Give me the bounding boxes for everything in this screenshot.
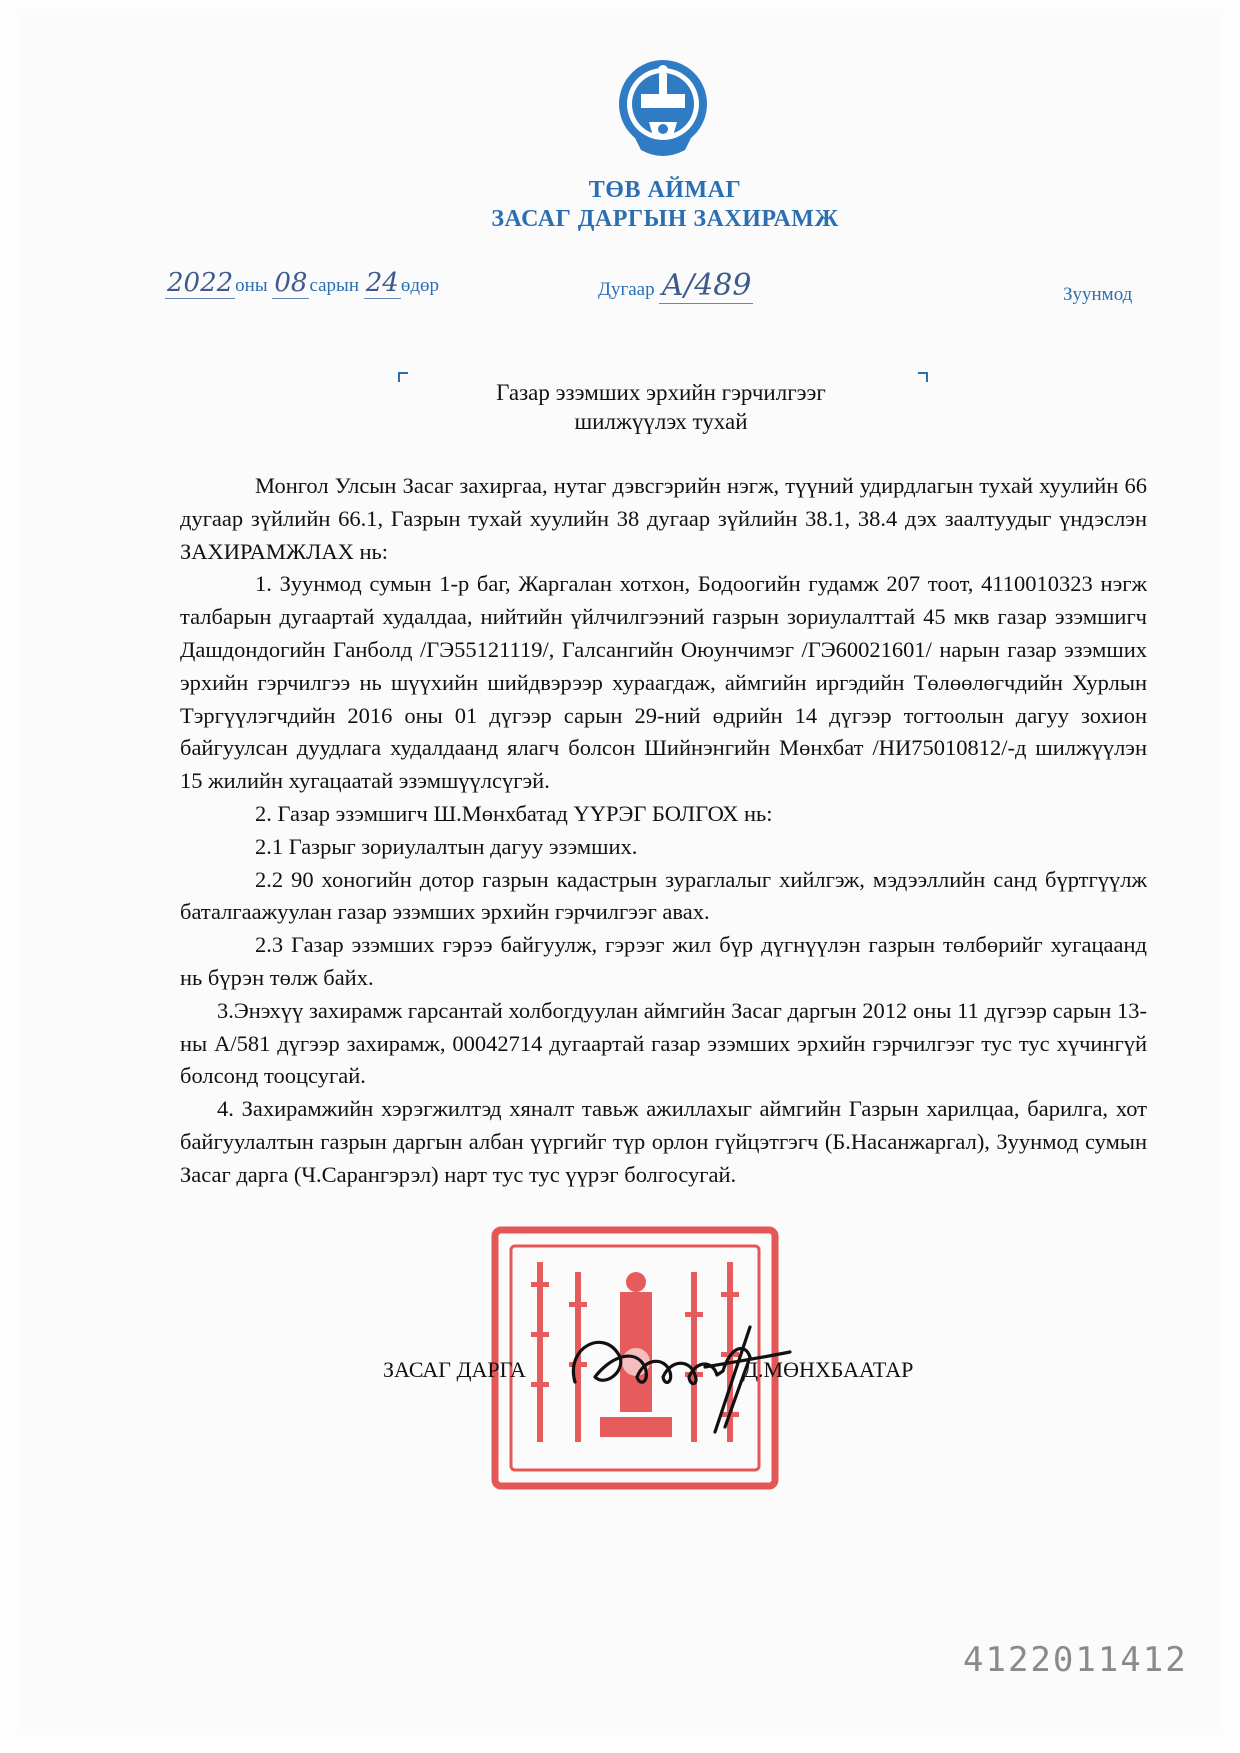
item-2-2: 2.2 90 хоногийн дотор газрын кадастрын зураглалыг хийлгэж, мэдээллийн санд бүртгүүлж баталгаажуулан газар эзэмших эрхийн гэрчилгээг авах. <box>180 866 1147 925</box>
item-2-1: 2.1 Газрыг зориулалтын дагуу эзэмших. <box>255 833 638 859</box>
state-emblem-icon <box>615 52 711 162</box>
document-number: А/489 <box>661 268 752 303</box>
date-year: 2022 <box>167 268 234 298</box>
date-block <box>165 268 439 298</box>
item-3: 3.Энэхүү захирамж гарсантай холбогдуулан аймгийн Засаг даргын 2012 оны 11 дүгээр сарын 13-ны А/581 дүгээр захирамж, 00042714 дугаартай газар эзэмших эрхийн гэрчилгээг тус тус хүчингүй болсонд тооцсугай. <box>180 997 1147 1089</box>
date-month: 08 <box>274 268 308 298</box>
item-4: 4. Захирамжийн хэрэгжилтэд хяналт тавьж ажиллахыг аймгийн Газрын харилцаа, барилга, хот байгуулалтын газрын даргын албан үүргийг түр орлон гүйцэтгэгч (Б.Насанжаргал), Зуунмод сумын Засаг дарга (Ч.Сарангэрэл) нарт тус тус үүрэг болгосугай. <box>180 1096 1147 1187</box>
number-label: Дугаар <box>598 279 655 300</box>
intro-paragraph: Монгол Улсын Засаг захиргаа, нутаг дэвсгэрийн нэгж, түүний удирдлагын тухай хуулийн 66 дугаар зүйлийн 66.1, Газрын тухай хуулийн 38 дугаар зүйлийн 38.1, 38.4 дэх заалтуудыг үндэслэн ЗАХИРАМЖЛАХ нь: <box>180 473 1147 564</box>
document-type-title: ЗАСАГ ДАРГЫН ЗАХИРАМЖ <box>491 206 839 232</box>
decree-body <box>180 470 1147 1192</box>
org-title: ТӨВ АЙМАГ <box>588 177 742 203</box>
item-1: 1. Зуунмод сумын 1-р баг, Жаргалан хотхон, Бодоогийн гудамж 207 тоот, 4110010323 нэгж талбарын дугаартай худалдаа, нийтийн үйлчилгээний газрын зориулалттай 45 мкв газар эзэмшигч Дашдондогийн Ганболд /ГЭ55121119/, Галсангийн Оюунчимэг /ГЭ60021601/ нарын газар эзэмших эрхийн гэрчилгээ нь шүүхийн шийдвэрээр хураагдаж, аймгийн иргэдийн Төлөөлөгчдийн Хурлын Тэргүүлэгчдийн 2016 оны 01 дүгээр сарын 29-ний өдрийн 14 дүгээр тогтоолын дагуу зохион байгуулсан дуудлага худалдаанд ялагч болсон Шийнэнгийн Мөнхбат /НИ75010812/-д шилжүүлэн 15 жилийн хугацаатай эзэмшүүлсүгэй. <box>180 571 1147 794</box>
signer-title: ЗАСАГ ДАРГА <box>383 1357 526 1382</box>
date-day-suffix: өдөр <box>400 275 440 296</box>
document-serial-number: 4122011412 <box>963 1640 1188 1680</box>
number-block <box>598 268 753 303</box>
item-2: 2. Газар эзэмшигч Ш.Мөнхбатад ҮҮРЭГ БОЛГОХ нь: <box>255 800 773 826</box>
handwritten-signature-icon <box>565 1287 795 1437</box>
item-2-3: 2.3 Газар эзэмших гэрээ байгуулж, гэрээг жил бүр дүгнүүлэн газрын төлбөрийг хугацаанд нь бүрэн төлж байх. <box>180 932 1147 990</box>
subject-line-1: Газар эзэмших эрхийн гэрчилгээг <box>496 380 826 405</box>
date-month-suffix: сарын <box>309 275 359 296</box>
date-day: 24 <box>365 268 399 298</box>
date-year-suffix: оны <box>235 275 268 296</box>
place-label: Зуунмод <box>1063 284 1133 305</box>
subject-line-2: шилжүүлэх тухай <box>574 409 748 434</box>
signer-name: Д.МӨНХБААТАР <box>743 1357 914 1382</box>
